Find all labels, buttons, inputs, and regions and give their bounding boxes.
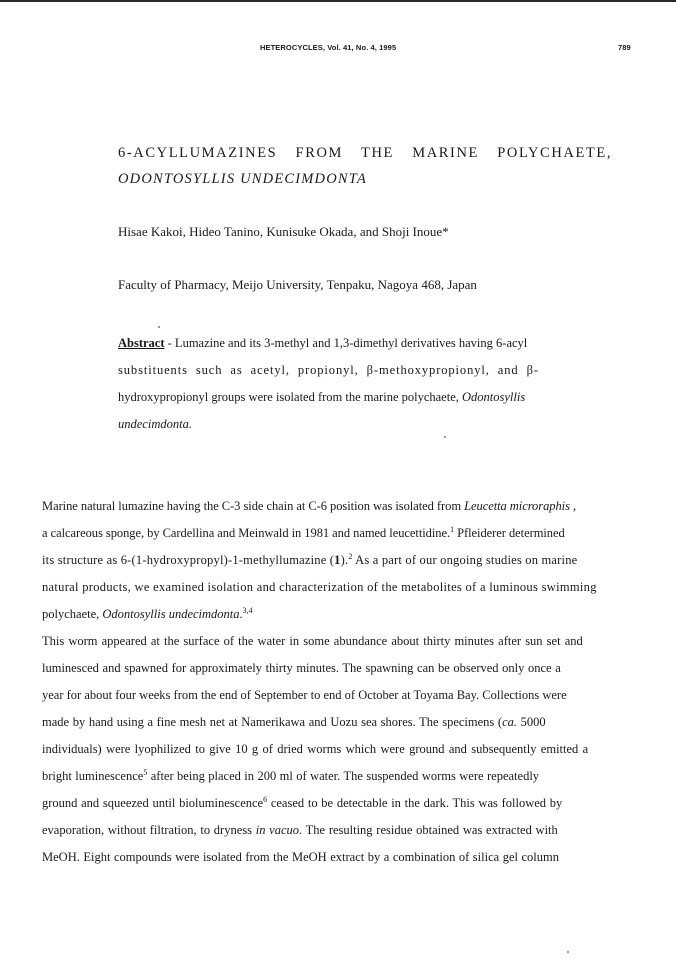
body-line: individuals) were lyophilized to give 10 g of dried worms which were ground and subsequently emitted a xyxy=(42,742,589,756)
body-line: MeOH. Eight compounds were isolated from the MeOH extract by a combination of silica gel column xyxy=(42,850,559,864)
running-head xyxy=(0,43,676,57)
body-line: luminesced and spawned for approximately thirty minutes. The spawning can be observed only once a xyxy=(42,661,561,675)
body-line: Marine natural lumazine having the C-3 side chain at C-6 position was isolated from Leucetta microraphis , xyxy=(42,499,577,513)
scan-speck xyxy=(158,326,160,328)
abstract-line-1: Abstract - Lumazine and its 3-methyl and 1,3-dimethyl derivatives having 6-acyl xyxy=(118,336,528,350)
abstract-line-2: substituents such as acetyl, propionyl, β-methoxypropionyl, and β- xyxy=(118,363,539,377)
title-line-2: ODONTOSYLLIS UNDECIMDONTA xyxy=(118,171,368,187)
abstract-line-4: undecimdonta. xyxy=(118,417,192,431)
body-line: made by hand using a fine mesh net at Namerikawa and Uozu sea shores. The specimens (ca. 5000 xyxy=(42,715,546,729)
body-line: year for about four weeks from the end of September to end of October at Toyama Bay. Collections were xyxy=(42,688,567,702)
body-line: evaporation, without filtration, to dryness in vacuo. The resulting residue obtained was extracted with xyxy=(42,823,558,837)
scan-speck xyxy=(567,951,569,953)
article-title xyxy=(118,140,613,192)
title-line-1: 6-ACYLLUMAZINES FROM THE MARINE POLYCHAETE, xyxy=(118,145,613,161)
body-line: bright luminescence$^5$ after being placed in 200 ml of water. The suspended worms were repeatedly xyxy=(42,768,540,783)
body-line: ground and squeezed until bioluminescence$^6$ ceased to be detectable in the dark. This was followed by xyxy=(42,795,563,810)
scan-speck xyxy=(444,436,446,438)
body-text xyxy=(42,493,642,871)
abstract-label: Abstract xyxy=(118,336,165,350)
abstract xyxy=(118,330,588,438)
body-line: polychaete, Odontosyllis undecimdonta.$^{3,4}$ xyxy=(42,606,253,621)
page-number: 789 xyxy=(618,43,631,52)
abstract-line-3: hydroxypropionyl groups were isolated from the marine polychaete, Odontosyllis xyxy=(118,390,526,404)
body-line: This worm appeared at the surface of the water in some abundance about thirty minutes after sun set and xyxy=(42,634,583,648)
top-rule xyxy=(0,0,676,2)
body-line: a calcareous sponge, by Cardellina and Meinwald in 1981 and named leucettidine.$^1$ Pfleiderer determined xyxy=(42,525,565,540)
author-list: Hisae Kakoi, Hideo Tanino, Kunisuke Okada, and Shoji Inoue* xyxy=(118,224,449,239)
body-line: its structure as 6-(1-hydroxypropyl)-1-methyllumazine (1).$^2$ As a part of our ongoing studies on marine xyxy=(42,552,578,567)
body-line: natural products, we examined isolation and characterization of the metabolites of a luminous swimming xyxy=(42,580,597,594)
affiliation: Faculty of Pharmacy, Meijo University, Tenpaku, Nagoya 468, Japan xyxy=(118,277,477,292)
journal-citation: HETEROCYCLES, Vol. 41, No. 4, 1995 xyxy=(260,43,397,52)
